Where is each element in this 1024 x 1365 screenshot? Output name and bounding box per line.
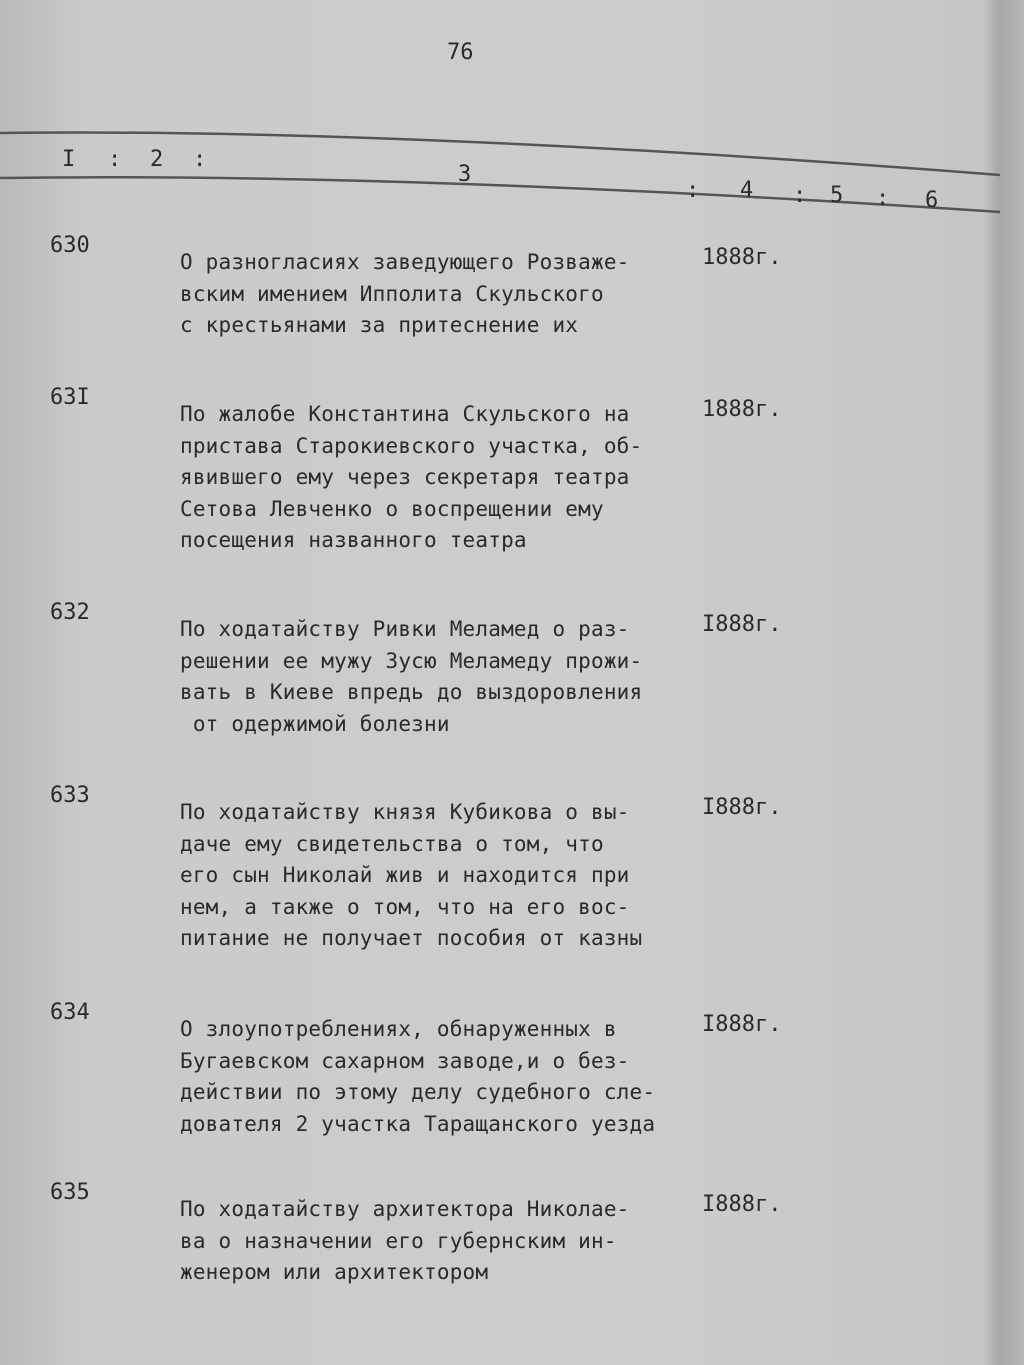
header-bottom-rule [0, 177, 1000, 212]
entry-number: 634 [50, 1000, 90, 1025]
description-line: посещения названного театра [180, 528, 527, 552]
entry-number: 635 [50, 1180, 90, 1205]
description-line: дователя 2 участка Таращанского уезда [180, 1111, 656, 1136]
description-line: его сын Николай жив и находится при [180, 863, 630, 887]
entry-number: 63I [50, 385, 90, 410]
description-line: действии по этому делу судебного сле- [180, 1080, 656, 1104]
column-header-2: 2 [150, 147, 164, 172]
entry-description [180, 797, 642, 955]
column-header-3: 3 [458, 162, 472, 187]
entry-year: 1888г. [702, 397, 782, 422]
description-line: нем, а также о том, что на его вос- [180, 894, 630, 919]
entry-number: 630 [50, 233, 90, 258]
column-header-6: 6 [925, 188, 939, 213]
description-line: О разногласиях заведующего Розваже- [180, 250, 630, 274]
description-line: Бугаевском сахарном заводе,и о без- [180, 1048, 630, 1073]
header-colon: : [876, 186, 890, 211]
entry-number: 633 [50, 783, 90, 808]
entry-year: I888г. [702, 612, 782, 637]
description-line: с крестьянами за притеснение их [180, 313, 579, 337]
description-line: пристава Старокиевского участка, об- [180, 433, 643, 458]
description-line: Сетова Левченко о воспрещении ему [180, 496, 604, 521]
entry-number: 632 [50, 600, 90, 625]
entry-description [180, 614, 642, 740]
header-colon: : [793, 183, 807, 208]
entry-description [180, 1014, 655, 1140]
description-line: от одержимой болезни [180, 711, 450, 736]
column-header-5: 5 [830, 183, 844, 208]
description-line: По ходатайству Ривки Меламед о раз- [180, 617, 630, 641]
entry-description [180, 1194, 630, 1289]
description-line: решении ее мужу Зусю Меламеду прожи- [180, 648, 643, 673]
description-line: вским имением Ипполита Скульского [180, 281, 604, 306]
header-colon: : [108, 147, 122, 172]
description-line: По ходатайству архитектора Николае- [180, 1197, 630, 1221]
description-line: О злоупотреблениях, обнаруженных в [180, 1017, 617, 1041]
description-line: ва о назначении его губернским ин- [180, 1228, 617, 1253]
header-colon: : [193, 147, 207, 172]
description-line: По жалобе Константина Скульского на [180, 402, 630, 426]
entry-description [180, 247, 630, 342]
description-line: даче ему свидетельства о том, что [180, 831, 604, 856]
header-colon: : [686, 178, 700, 203]
entry-year: I888г. [702, 1012, 782, 1037]
description-line: По ходатайству князя Кубикова о вы- [180, 800, 630, 824]
entry-description [180, 399, 642, 557]
description-line: питание не получает пособия от казны [180, 926, 643, 950]
entry-year: I888г. [702, 795, 782, 820]
entry-year: 1888г. [702, 245, 782, 270]
description-line: вать в Киеве впредь до выздоровления [180, 680, 643, 704]
header-rules [0, 0, 1024, 260]
column-header-4: 4 [740, 178, 754, 203]
description-line: явившего ему через секретаря театра [180, 465, 630, 489]
column-header-1: I [62, 147, 76, 172]
description-line: женером или архитектором [180, 1260, 489, 1284]
page-number: 76 [447, 40, 474, 65]
entry-year: I888г. [702, 1192, 782, 1217]
